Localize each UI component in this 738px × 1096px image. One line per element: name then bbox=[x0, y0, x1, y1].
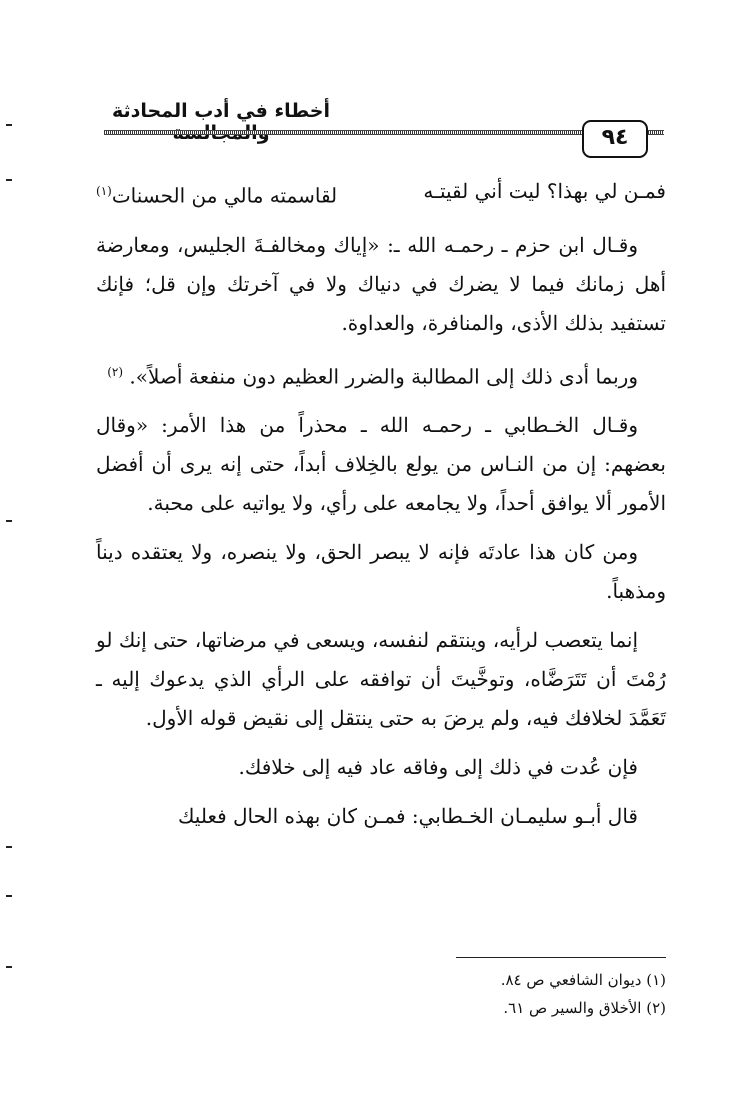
running-header-title: أخطاء في أدب المحادثة bbox=[111, 100, 331, 122]
paragraph-harm-text: وربما أدى ذلك إلى المطالبة والضرر العظيم دون منفعة أصلاً». bbox=[129, 364, 638, 389]
paragraph-return: فإن عُدت في ذلك إلى وفاقه عاد فيه إلى خلافك. bbox=[238, 755, 638, 780]
margin-mark bbox=[6, 846, 12, 848]
paragraph-partisanship: إنما يتعصب لرأيه، وينتقم لنفسه، ويسعى في مرضاتها، حتى إنك لو رُمْتَ أن تَتَرَضَّاه، وتوخَّيتَ أن توافقه على الرأي الذي يدعوك إليه ـ تَعَمَّدَ لخلافك فيه، ولم يرضَ به حتى ينتقل إلى نقيض قوله الأول. bbox=[96, 628, 666, 731]
main-text bbox=[96, 172, 666, 846]
footnote-rule bbox=[456, 957, 666, 958]
margin-mark bbox=[6, 124, 12, 126]
margin-mark bbox=[6, 966, 12, 968]
paragraph-abu-sulayman: قال أبـو سليمـان الخـطابي: فمـن كان بهذه الحال فعليك bbox=[177, 804, 638, 829]
header-rule bbox=[104, 130, 664, 135]
verse-second-text: لقاسمته مالي من الحسنات bbox=[111, 183, 338, 208]
margin-mark bbox=[6, 895, 12, 897]
verse-line bbox=[96, 172, 666, 216]
verse-second-hemistich bbox=[96, 172, 337, 216]
page-number: ٩٤ bbox=[582, 120, 648, 158]
paragraph-harm bbox=[96, 353, 666, 397]
footnote-ref-1: (١) bbox=[96, 184, 112, 198]
footnotes bbox=[300, 966, 666, 1022]
margin-mark bbox=[6, 179, 12, 181]
margin-mark bbox=[6, 520, 12, 522]
footnote-1: (١) ديوان الشافعي ص ٨٤. bbox=[500, 971, 666, 989]
footnote-2: (٢) الأخلاق والسير ص ٦١. bbox=[503, 999, 666, 1017]
verse-first-hemistich: فمـن لي بهذا؟ ليت أني لقيتـه bbox=[423, 179, 666, 203]
paragraph-khattabi: وقـال الخـطابي ـ رحمـه الله ـ محذراً من هذا الأمر: «وقال بعضهم: إن من النـاس من يولع بالخِلاف أبداً، حتى إنه يرى أن أفضل الأمور ألا يوافق أحداً، ولا يجامعه على رأي، ولا يواتيه على محبة. bbox=[96, 413, 666, 516]
paragraph-habit: ومن كان هذا عادتَه فإنه لا يبصر الحق، ولا ينصره، ولا يعتقده ديناً ومذهباً. bbox=[96, 540, 666, 604]
paragraph-ibn-hazm: وقـال ابن حزم ـ رحمـه الله ـ: «إياك ومخالفـةَ الجليس، ومعارضة أهل زمانك فيما لا يضرك في دنياك ولا في آخرتك وإن قل؛ فإنك تستفيد بذلك الأذى، والمنافرة، والعداوة. bbox=[96, 232, 666, 335]
footnote-ref-2: (٢) bbox=[107, 364, 124, 379]
